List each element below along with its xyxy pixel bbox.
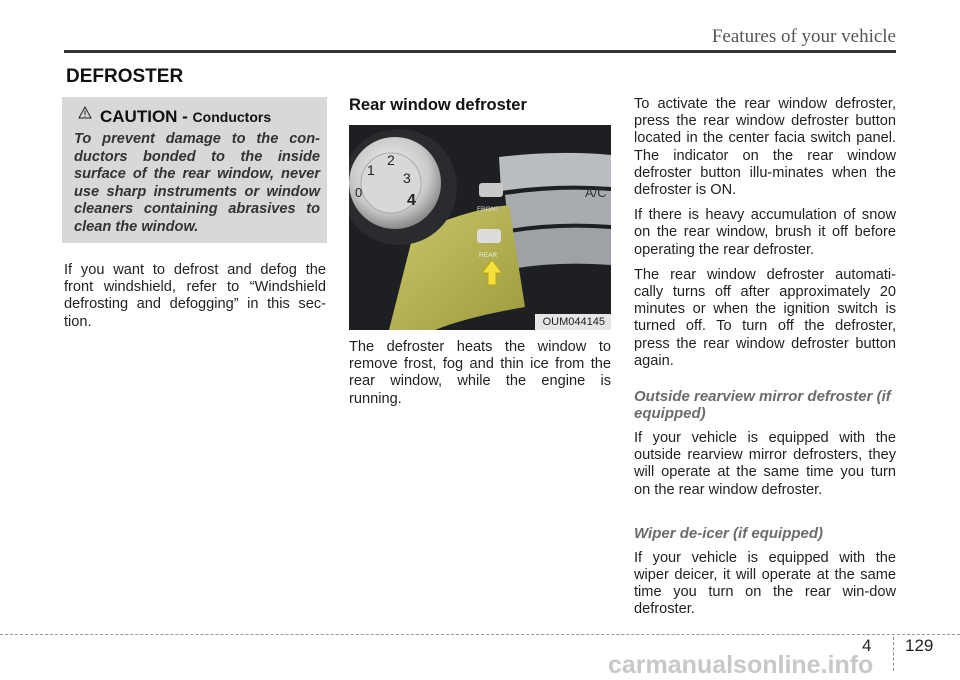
right-column — [634, 96, 896, 627]
front-button-label: FRONT — [477, 206, 500, 213]
section-title: DEFROSTER — [66, 66, 184, 87]
running-header: Features of your vehicle — [711, 26, 896, 47]
activate-paragraph: To activate the rear window defroster, press the rear window defroster button located in the center facia switch panel. The indicator on the rear window defroster button illu-minates when the defroster is ON. — [634, 96, 896, 199]
snow-paragraph: If there is heavy accumulation of snow on the rear window, brush it off before operating the rear defroster. — [634, 207, 896, 258]
watermark: carmanualsonline.info — [608, 651, 874, 679]
ac-button-label: A/C — [585, 185, 607, 200]
footer-rule — [0, 634, 960, 635]
dial-number-3: 3 — [403, 170, 411, 186]
front-defrost-reference: If you want to defrost and defog the front windshield, refer to “Windshield defrosting and defogging” in this sec-tion. — [64, 262, 326, 330]
dial-number-2: 2 — [387, 152, 395, 168]
wiper-deicer-heading: Wiper de-icer (if equipped) — [634, 524, 824, 542]
rear-button-label: REAR — [479, 252, 498, 259]
caution-box — [62, 97, 327, 243]
mirror-defroster-text: If your vehicle is equipped with the outside rearview mirror defrosters, they will operate at the same time you turn on the rear window defroster. — [634, 430, 896, 498]
header-rule — [64, 50, 896, 53]
caution-text: To prevent damage to the con-ductors bonded to the inside surface of the rear window, never use sharp instruments or window cleaners containing abrasives to clean the window. — [74, 131, 320, 235]
mirror-defroster-heading: Outside rearview mirror defroster (if equipped) — [634, 388, 891, 423]
image-code-label: OUM044145 — [535, 314, 611, 330]
dial-number-0: 0 — [355, 185, 363, 200]
climate-panel-illustration — [349, 125, 611, 330]
footer-divider — [893, 637, 894, 671]
dial-number-4: 4 — [407, 192, 416, 209]
caution-heading — [78, 107, 271, 127]
warning-triangle-icon — [78, 106, 92, 124]
rear-defroster-description: The defroster heats the window to remove frost, fog and thin ice from the rear window, while the engine is running. — [349, 339, 611, 407]
page-number: 129 — [905, 636, 934, 655]
dial-number-1: 1 — [367, 162, 375, 178]
auto-off-paragraph: The rear window defroster automati-cally turns off after approximately 20 minutes or when the ignition switch is turned off. To turn off the defroster, press the rear window defroster button again. — [634, 266, 896, 369]
caution-label: CAUTION - — [100, 107, 193, 126]
rear-defrost-button-icon — [477, 229, 501, 243]
climate-panel-photo — [349, 125, 611, 330]
front-defrost-button-icon — [479, 183, 503, 197]
section-number: 4 — [862, 636, 872, 655]
wiper-deicer-text: If your vehicle is equipped with the wiper deicer, it will operate at the same time you turn on the rear win-dow defroster. — [634, 549, 896, 618]
rear-window-defroster-heading: Rear window defroster — [349, 96, 527, 114]
caution-sublabel: Conductors — [192, 109, 272, 125]
